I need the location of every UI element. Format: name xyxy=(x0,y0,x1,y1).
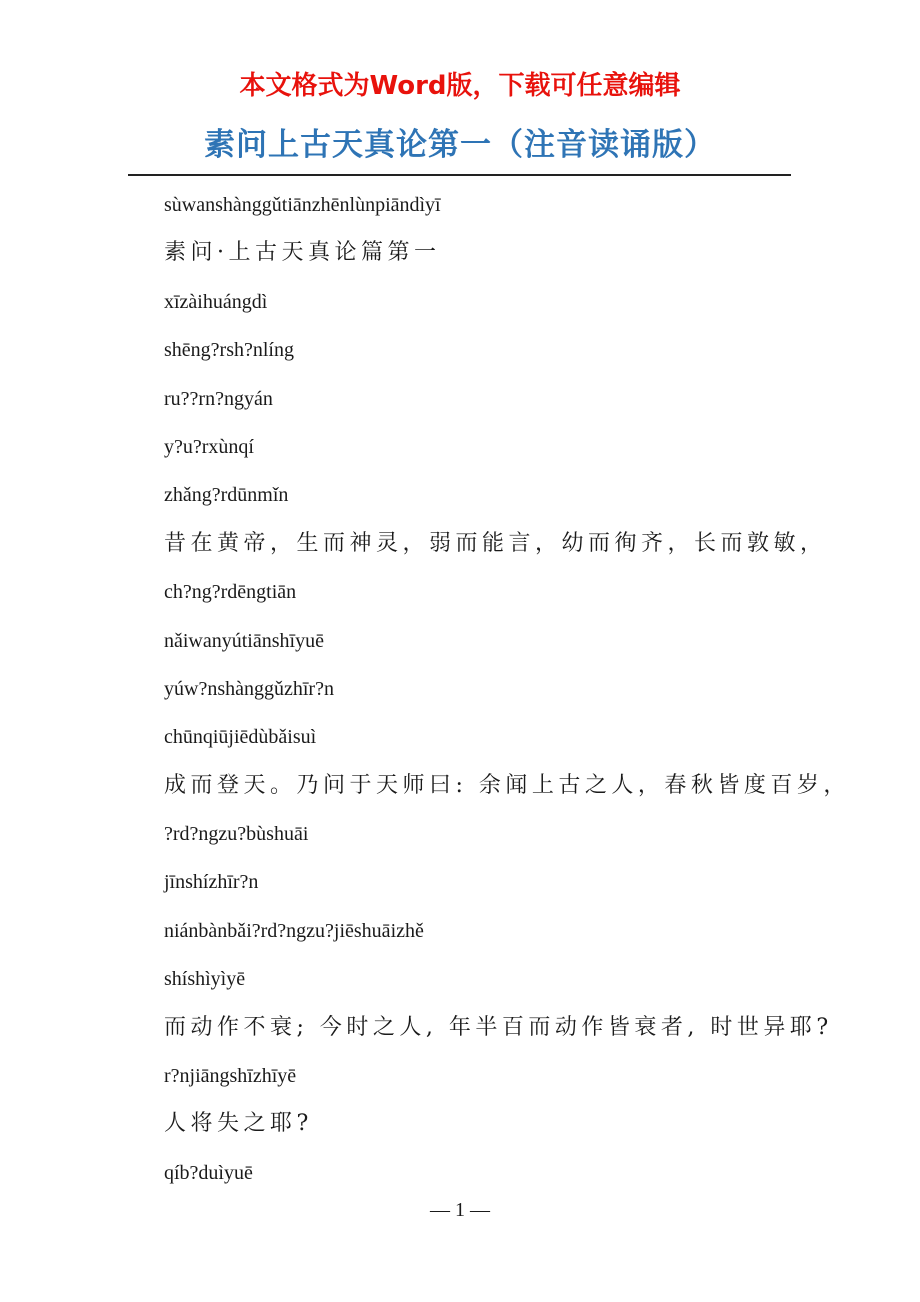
pinyin-line: qíb?duìyuē xyxy=(164,1161,253,1184)
pinyin-line: ru??rn?ngyán xyxy=(164,387,273,410)
pinyin-line: zhǎng?rdūnmǐn xyxy=(164,484,289,507)
chinese-line: 素问·上古天真论篇第一 xyxy=(164,240,441,266)
pinyin-line: yúw?nshànggǔzhīr?n xyxy=(164,677,334,700)
pinyin-line: r?njiāngshīzhīyē xyxy=(164,1065,297,1088)
title-divider xyxy=(128,174,791,176)
pinyin-line: chūnqiūjiēdùbǎisuì xyxy=(164,726,317,749)
pinyin-line: niánbànbǎi?rd?ngzu?jiēshuāizhě xyxy=(164,919,424,942)
format-notice: 本文格式为Word版，下载可任意编辑 xyxy=(239,71,681,101)
text-body xyxy=(164,184,850,1200)
chinese-line: 人将失之耶? xyxy=(164,1111,313,1137)
pinyin-line: ?rd?ngzu?bùshuāi xyxy=(164,823,309,846)
pinyin-line: ch?ng?rdēngtiān xyxy=(164,581,297,604)
pinyin-line: xīzàihuángdì xyxy=(164,290,268,313)
document-title: 素问上古天真论第一（注音读诵版） xyxy=(204,127,716,163)
pinyin-line: nǎiwanyútiānshīyuē xyxy=(164,629,324,652)
pinyin-line: shēng?rsh?nlíng xyxy=(164,339,294,362)
pinyin-line: y?u?rxùnqí xyxy=(164,435,254,458)
chinese-line: 昔在黄帝，生而神灵，弱而能言，幼而徇齐，长而敦敏， xyxy=(164,530,827,556)
pinyin-line: jīnshízhīr?n xyxy=(164,871,259,894)
pinyin-line: sùwanshànggǔtiānzhēnlùnpiāndìyī xyxy=(164,194,441,216)
chinese-line: 成而登天。乃问于天师曰: 余闻上古之人，春秋皆度百岁， xyxy=(164,772,850,798)
pinyin-line: shíshìyìyē xyxy=(164,968,246,991)
page-number: — 1 — xyxy=(430,1199,490,1221)
chinese-line: 而动作不衰; 今时之人, 年半百而动作皆衰者, 时世异耶? xyxy=(164,1014,833,1040)
